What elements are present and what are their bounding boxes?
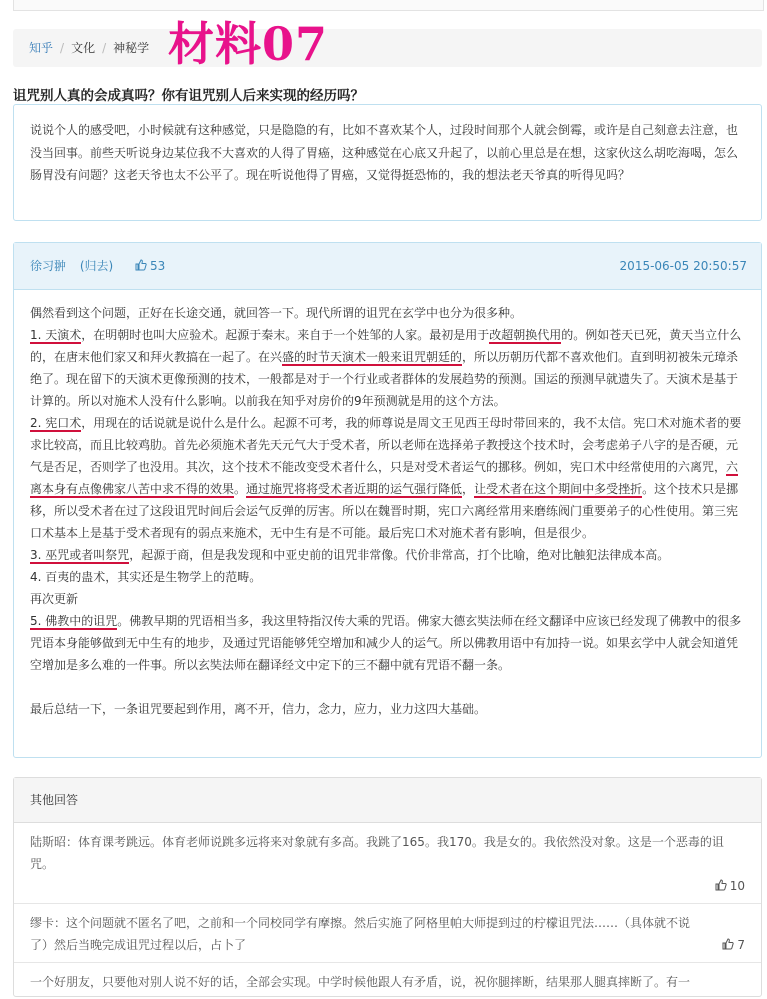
question-description: 说说个人的感受吧，小时候就有这种感觉，只是隐隐的有，比如不喜欢某个人，过段时间那个人就会倒霉，或许是自己刻意去注意，也没当回事。前些天听说身边某位我不大喜欢的人得了胃癌，这种感觉在心底又升起了，以前心里总是在想，这家伙这么胡吃海喝，怎么肠胃没有问题？这老天爷也太不公平了。现在听说他得了胃癌，又觉得挺恐怖的，我的想法老天爷真的听得见吗？ [13,104,762,221]
breadcrumb [13,29,762,67]
breadcrumb-culture[interactable]: 文化 [71,41,96,55]
answer-text: ， [462,482,475,496]
other-answer-text: 体育课考跳远。体育老师说跳多远将来对象就有多高。我跳了165。我170。我是女的。我依然没对象。这是一个恶毒的诅咒。 [30,835,724,871]
answer-paragraph-3 [30,544,745,566]
answer-conclusion: 最后总结一下，一条诅咒要起到作用，离不开，信力，念力，应力，业力这四大基础。 [30,702,487,716]
breadcrumb-separator: / [60,41,65,55]
other-answers-header: 其他回答 [14,778,761,823]
underline-phrase: 改超朝换代用 [489,328,562,342]
other-answer-author[interactable]: 缪卡 [30,916,55,930]
underline-term-tianyanshu: 1. 天演术 [30,328,82,342]
breadcrumb-zhihu[interactable]: 知乎 [29,41,54,55]
paragraph-gap [30,676,745,698]
answer-text: ，在明朝时也叫大应验术。起源于秦末。来自于一个姓邹的人家。最初是用于 [81,328,490,342]
answer-text: 。佛教早期的咒语相当多，我这里特指汉传大乘的咒语。佛家大德玄奘法师在经文翻译中应该已经发现了佛教中的很多咒语本身能够做到无中生有的地步，及通过咒语能够凭空增加和减少人的运气。所以佛教用语中有加持一说。如果玄学中人就会知道凭空增加是多么难的一件事。所以玄奘法师在翻译经文中定下的三不翻中就有咒语不翻一条。 [30,614,742,672]
previous-panel-edge [13,0,764,11]
thumbs-up-icon [722,938,734,950]
underline-term-buddhist-curse: 5. 佛教中的诅咒 [30,614,118,628]
breadcrumb-mysticism[interactable]: 神秘学 [113,41,150,55]
material-overlay-label: 材料07 [168,17,329,71]
other-answer-likes-count: 10 [729,879,745,893]
answer-update-note: 再次更新 [30,592,79,606]
answer-likes-count: 53 [150,259,166,273]
other-answer-text: 一个好朋友，只要他对别人说不好的话，全部会实现。中学时候他跟人有矛盾，说，祝你腿摔断，结果那人腿真摔断了。有一 [30,975,691,989]
answer-text: ，用现在的话说就是说什么是什么。起源不可考，我的师尊说是周文王见西王母时带回来的，我不太信。宪口术对施术者的要求比较高，而且比较鸡肋。首先必须施术者先天元气大于受术者，所以老师在选择弟子教授这个技术时，会考虑弟子八字的是否硬，元气是否足，否则学了也没用。其次，这个技术不能改变受术者什么，只是对受术者运气的挪移。例如，宪口术中经常使用的六离咒， [30,416,742,474]
author-colon: ： [66,835,79,849]
question-title: 诅咒别人真的会成真吗？你有诅咒别人后来实现的经历吗？ [13,88,364,104]
thumbs-up-icon [715,879,727,891]
breadcrumb-separator: / [102,41,107,55]
other-answer-text: 这个问题就不匿名了吧，之前和一个同校同学有摩擦。然后实施了阿格里帕大师提到过的柠檬诅咒法……（具体就不说了）然后当晚完成诅咒过程以后，占卜了 [30,916,691,952]
answer-text: 。 [234,482,247,496]
other-answers-panel [13,777,762,997]
answer-header [14,243,761,290]
underline-term-xiankoushu: 2. 宪口术 [30,416,82,430]
underline-phrase: 盛的时节天演术一般来诅咒朝廷的 [282,350,463,364]
other-answer-likes[interactable] [30,875,745,897]
other-answer-item[interactable] [14,963,761,999]
author-colon: ： [54,916,67,930]
answer-text: 。这个技术只是挪移，所以受术者在过了这段诅咒时间后会运气反弹的厉害。所以在魏晋时期，宪口六离经常用来磨练阀门重要弟子的心性使用。第三宪口术基本上是基于受术者现有的弱点来施术，无中生有是不可能。最后宪口术对施术者有影响，但是很少。 [30,482,739,540]
answer-likes[interactable] [135,259,165,273]
answer-intro: 偶然看到这个问题，正好在长途交通，就回答一下。现代所谓的诅咒在玄学中也分为很多种。 [30,306,523,320]
answer-paragraph-4: 4. 百夷的蛊术，其实还是生物学上的范畴。 [30,570,262,584]
answer-text: 的。例如苍天已死，黄天当立什么的，在唐末他们家又和拜火教搞在一起了。在兴 [30,328,742,364]
other-answer-item[interactable] [14,904,761,963]
underline-phrase: 六离本身有点像佛家八苦中求不得的效果 [30,460,739,496]
underline-phrase: 通过施咒将将受术者近期的运气强行降低 [246,482,463,496]
answer-author-affiliation: (归去) [79,259,114,273]
underline-term-wuzhou: 3. 巫咒或者叫祭咒 [30,548,130,562]
answer-paragraph-5 [30,610,745,676]
other-answer-item[interactable] [14,823,761,904]
answer-date: 2015-06-05 20:50:57 [619,259,747,273]
answer-paragraph-2 [30,412,745,544]
thumbs-up-icon [135,259,147,271]
answer-body [14,290,761,720]
answer-text: ，起源于商，但是我发现和中亚史前的诅咒非常像。代价非常高，打个比喻，绝对比触犯法律成本高。 [129,548,670,562]
answer-text: ，所以历朝历代都不喜欢他们。直到明初被朱元璋杀绝了。现在留下的天演术更像预测的技术，一般都是对于一个行业或者群体的发展趋势的预测。国运的预测早就遗失了。天演术是基于计算的。所以对施术人没有什么影响。以前我在知乎对房价的9年预测就是用的这个方法。 [30,350,739,408]
answer-paragraph-1 [30,324,745,412]
other-answer-likes-count: 7 [737,938,745,952]
underline-phrase: 让受术者在这个期间中多受挫折 [474,482,643,496]
answer-panel [13,242,762,758]
answer-author[interactable]: 徐习翀 [30,259,67,273]
other-answer-author[interactable]: 陆斯昭 [30,835,67,849]
